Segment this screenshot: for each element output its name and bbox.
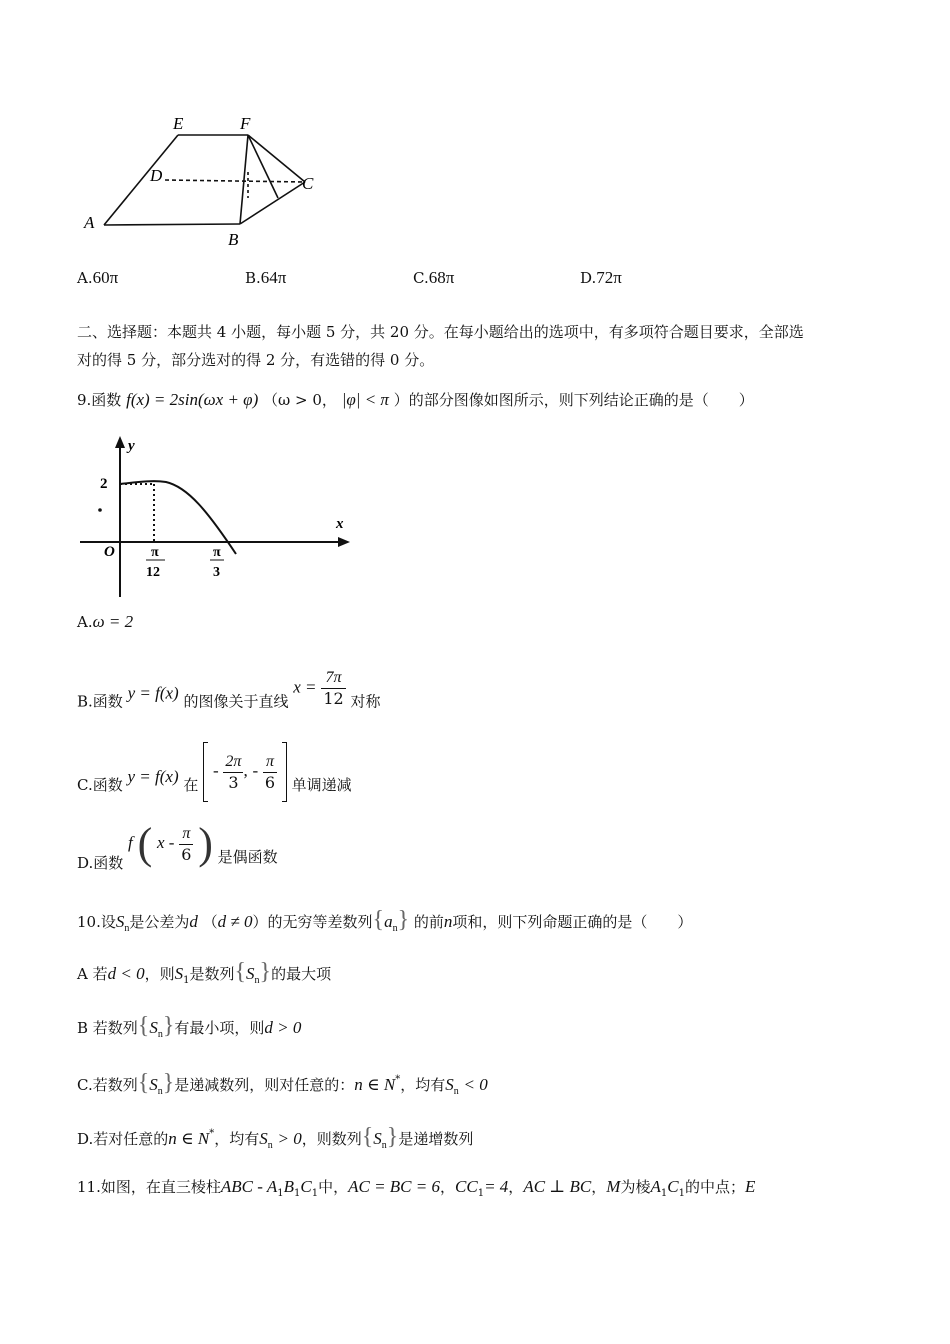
y-axis-arrow [115, 436, 125, 448]
edge-dc-hidden [165, 180, 305, 182]
graph-origin-label: O [104, 544, 115, 560]
section2-line2: 对的得 5 分，部分选对的得 2 分，有选错的得 0 分。 [77, 351, 435, 369]
q8-option-b[interactable]: B.64π [245, 268, 287, 287]
graph-x-label: x [336, 516, 344, 532]
stray-dot [98, 508, 102, 512]
tick-pi3-num: π [213, 545, 221, 560]
q10-option-a[interactable]: A 若d < 0，则$S_1$是数列$\{S_n\}$的最大项 [77, 959, 332, 986]
label-b: B [228, 230, 239, 249]
label-a: A [84, 213, 95, 232]
edge-f-inner [248, 135, 278, 198]
q11-stem: 11.如图，在直三棱柱ABC - $A_1B_1C_1$中，AC = BC = 6，$CC_1= 4$，AC ⊥ BC，M为棱$A_1C_1$的中点；E [77, 1177, 756, 1199]
tick-pi12-num: π [151, 545, 159, 560]
q8-option-c[interactable]: C.68π [413, 268, 455, 287]
label-f: F [240, 114, 251, 133]
q10-option-b[interactable]: B 若数列$\{S_n\}$有最小项，则d > 0 [77, 1013, 302, 1040]
q9-stem: 9.函数 f(x) = 2sin(ωx + φ) （ω > 0， |φ| < π ）的部分图像如图所示，则下列结论正确的是（ ） [77, 390, 754, 409]
sine-curve [120, 481, 236, 554]
q8-option-d[interactable]: D.72π [580, 268, 622, 287]
graph-max-label: 2 [100, 476, 108, 492]
section2-line1: 二、选择题：本题共 4 小题，每小题 5 分，共 20 分。在每小题给出的选项中，有多项符合题目要求，全部选 [77, 323, 804, 341]
edge-fc [248, 135, 305, 182]
q9-graph [78, 432, 358, 602]
tick-pi3-den: 3 [213, 565, 220, 580]
q8-option-a[interactable]: A.60π [77, 268, 119, 287]
q10-stem: 10.设$S_n$是公差为d （d ≠ 0）的无穷等差数列$\{a_n\}$ 的前n项和，则下列命题正确的是（ ） [77, 907, 693, 934]
x-axis-arrow [338, 537, 350, 547]
q9-option-a[interactable]: A.ω = 2 [77, 612, 134, 631]
edge-fb [240, 135, 248, 224]
tick-pi12-den: 12 [146, 565, 160, 580]
label-c: C [302, 174, 314, 193]
label-d: D [150, 166, 163, 185]
q10-option-c[interactable]: C.若数列$\{S_n\}$是递减数列，则对任意的：n ∈ N*，均有$S_n < 0$ [77, 1070, 488, 1097]
q9-option-d[interactable]: D.函数 f ( x - $\frac{\pi}{6}$ ) 是偶函数 [77, 819, 278, 872]
q9-option-c[interactable]: C.函数 y = f(x) 在 - $\frac{2\pi}{3}$ , - $\frac{\pi}{6}$ 单调递减 [77, 742, 352, 802]
q9-option-b[interactable]: B.函数 y = f(x) 的图像关于直线 x = $\frac{7\pi}{12}$ 对称 [77, 669, 381, 711]
label-e: E [173, 114, 184, 133]
edge-ab [104, 224, 240, 225]
graph-y-label: y [128, 438, 135, 454]
q10-option-d[interactable]: D.若对任意的n ∈ N*，均有$S_n > 0$，则数列$\{S_n\}$是递增数列 [77, 1124, 474, 1151]
polyhedron-figure [80, 110, 330, 250]
